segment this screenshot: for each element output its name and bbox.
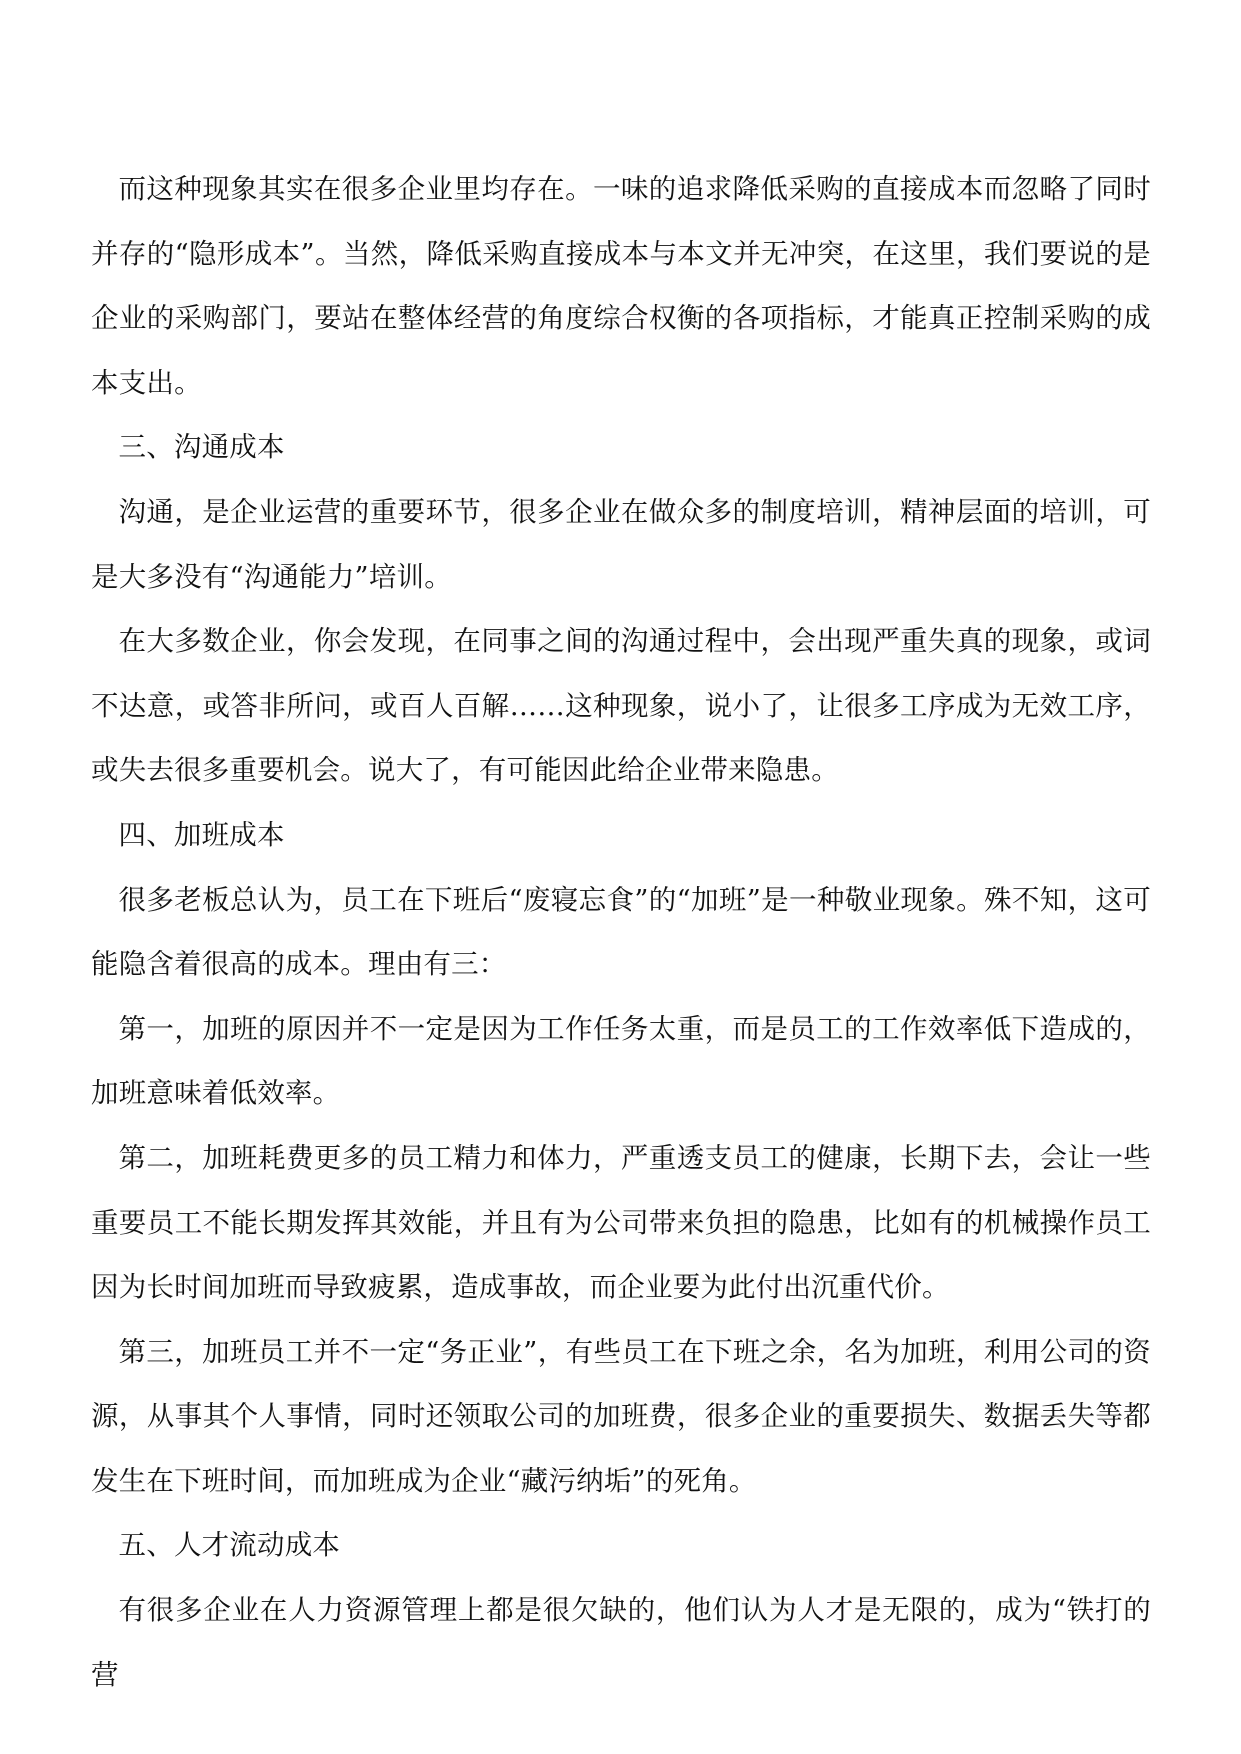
heading-overtime-cost: 四、加班成本 <box>118 818 285 851</box>
para-overtime-reason-2: 第二，加班耗费更多的员工精力和体力，严重透支员工的健康，长期下去，会让一些重要员工不能长期发挥其效能，并且有为公司带来负担的隐患，比如有的机械操作员工因为长时间加班而导致疲累，造成事故，而企业要为此付出沉重代价。 <box>91 1141 1151 1304</box>
para-overtime-intro: 很多老板总认为，员工在下班后“废寝忘食”的“加班”是一种敬业现象。殊不知，这可能隐含着很高的成本。理由有三： <box>91 883 1151 981</box>
document-page <box>91 157 1151 1707</box>
para-overtime-reason-1: 第一，加班的原因并不一定是因为工作任务太重，而是员工的工作效率低下造成的，加班意味着低效率。 <box>91 1012 1151 1110</box>
heading-communication-cost: 三、沟通成本 <box>118 431 285 464</box>
para-hidden-cost: 而这种现象其实在很多企业里均存在。一味的追求降低采购的直接成本而忽略了同时并存的“隐形成本”。当然，降低采购直接成本与本文并无冲突，在这里，我们要说的是企业的采购部门，要站在整体经营的角度综合权衡的各项指标，才能真正控制采购的成本支出。 <box>91 173 1151 399</box>
heading-talent-turnover-cost: 五、人才流动成本 <box>118 1529 341 1562</box>
para-communication-distortion: 在大多数企业，你会发现，在同事之间的沟通过程中，会出现严重失真的现象，或词不达意，或答非所问，或百人百解……这种现象，说小了，让很多工序成为无效工序，或失去很多重要机会。说大了，有可能因此给企业带来隐患。 <box>91 625 1151 787</box>
para-communication-training: 沟通，是企业运营的重要环节，很多企业在做众多的制度培训，精神层面的培训，可是大多没有“沟通能力”培训。 <box>91 495 1151 593</box>
para-overtime-reason-3: 第三，加班员工并不一定“务正业”，有些员工在下班之余，名为加班，利用公司的资源，从事其个人事情，同时还领取公司的加班费，很多企业的重要损失、数据丢失等都发生在下班时间，而加班成为企业“藏污纳垢”的死角。 <box>91 1335 1151 1497</box>
para-talent-turnover: 有很多企业在人力资源管理上都是很欠缺的，他们认为人才是无限的，成为“铁打的营 <box>91 1594 1151 1691</box>
